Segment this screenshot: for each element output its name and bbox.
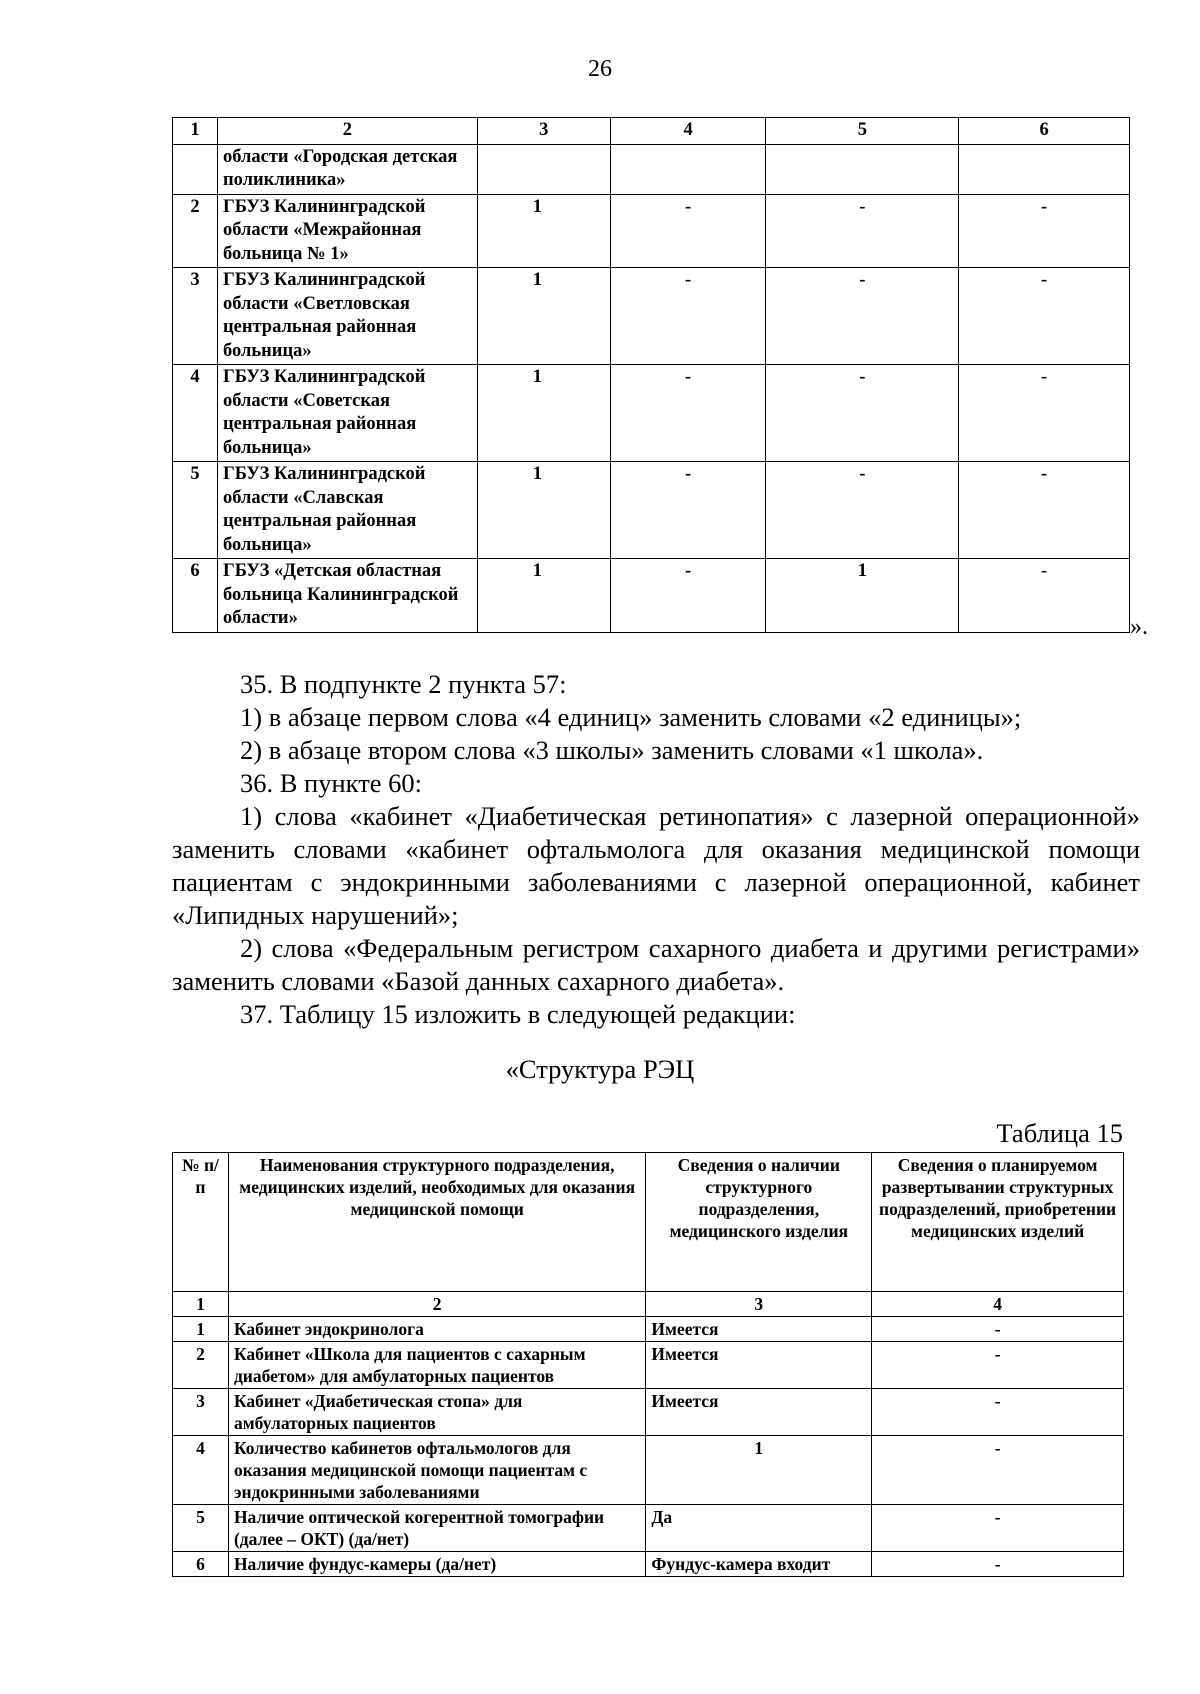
planned: - (872, 1342, 1124, 1389)
table-title: «Структура РЭЦ (505, 1054, 695, 1084)
numbering-cell: 1 (173, 1292, 229, 1317)
cell-value: - (766, 194, 959, 268)
planned: - (872, 1317, 1124, 1342)
header-cell: 2 (217, 118, 477, 145)
paragraph: 35. В подпункте 2 пункта 57: (240, 669, 567, 699)
paragraph: 2) в абзаце втором слова «3 школы» заменить словами «1 школа». (240, 735, 984, 765)
numbering-row (173, 1292, 1124, 1317)
table-row (173, 462, 1130, 559)
cell-value: 1 (477, 194, 610, 268)
row-number: 3 (173, 268, 218, 365)
availability: Да (646, 1505, 872, 1552)
facility-name: области «Городская детская поликлиника» (217, 144, 477, 194)
facility-name: ГБУЗ «Детская областная больница Калининградской области» (217, 559, 477, 633)
paragraph: 36. В пункте 60: (240, 768, 423, 798)
item-name: Наличие оптической когерентной томографии (далее – ОКТ) (да/нет) (228, 1505, 645, 1552)
table-label: Таблица 15 (996, 1118, 1123, 1148)
paragraph: 1) слова «кабинет «Диабетическая ретинопатия» с лазерной операционной» заменить словами «кабинет офтальмолога для оказания медицинской помощи пациентам с эндокринными заболеваниями с лазерной операционной, кабинет «Липидных нарушений»; (172, 801, 1140, 930)
availability: 1 (646, 1436, 872, 1505)
header-cell: Сведения о наличии структурного подразделения, медицинского изделия (646, 1153, 872, 1292)
numbering-cell: 3 (646, 1292, 872, 1317)
table-row (173, 268, 1130, 365)
table-row (173, 144, 1130, 194)
table-row (173, 1317, 1124, 1342)
cell-value: - (766, 365, 959, 462)
row-number: 6 (173, 1552, 229, 1577)
header-cell: № п/п (173, 1153, 229, 1292)
table-row (173, 1342, 1124, 1389)
header-cell: 4 (610, 118, 766, 145)
facility-name: ГБУЗ Калининградской области «Светловская центральная районная больница» (217, 268, 477, 365)
item-name: Кабинет «Диабетическая стопа» для амбулаторных пациентов (228, 1389, 645, 1436)
row-number: 3 (173, 1389, 229, 1436)
row-number: 4 (173, 365, 218, 462)
cell-value: - (610, 559, 766, 633)
facility-name: ГБУЗ Калининградской области «Советская центральная районная больница» (217, 365, 477, 462)
table-row (173, 1389, 1124, 1436)
table-header-row (173, 118, 1130, 145)
item-name: Наличие фундус-камеры (да/нет) (228, 1552, 645, 1577)
cell-value: - (766, 268, 959, 365)
cell-value (477, 144, 610, 194)
row-number: 2 (173, 1342, 229, 1389)
cell-value: - (959, 559, 1130, 633)
cell-value: - (610, 268, 766, 365)
paragraph: 1) в абзаце первом слова «4 единиц» заменить словами «2 единицы»; (240, 702, 1022, 732)
header-cell: 1 (173, 118, 218, 145)
cell-value: - (610, 194, 766, 268)
table-row (173, 365, 1130, 462)
availability: Имеется (646, 1342, 872, 1389)
cell-value: - (959, 194, 1130, 268)
cell-value: - (959, 365, 1130, 462)
paragraph: 2) слова «Федеральным регистром сахарного диабета и другими регистрами» заменить словами «Базой данных сахарного диабета». (172, 933, 1140, 996)
item-name: Кабинет «Школа для пациентов с сахарным диабетом» для амбулаторных пациентов (228, 1342, 645, 1389)
row-number: 2 (173, 194, 218, 268)
planned: - (872, 1505, 1124, 1552)
cell-value: - (766, 462, 959, 559)
availability: Имеется (646, 1389, 872, 1436)
table-row (173, 1505, 1124, 1552)
cell-value: 1 (477, 365, 610, 462)
planned: - (872, 1552, 1124, 1577)
availability: Фундус-камера входит (646, 1552, 872, 1577)
facility-name: ГБУЗ Калининградской области «Межрайонная больница № 1» (217, 194, 477, 268)
cell-value: 1 (766, 559, 959, 633)
item-name: Кабинет эндокринолога (228, 1317, 645, 1342)
page-number: 26 (588, 56, 612, 82)
numbering-cell: 2 (228, 1292, 645, 1317)
table-header-row (173, 1153, 1124, 1292)
header-cell: 6 (959, 118, 1130, 145)
table-row (173, 1436, 1124, 1505)
table-row (173, 559, 1130, 633)
row-number: 1 (173, 1317, 229, 1342)
header-cell: Наименования структурного подразделения, медицинских изделий, необходимых для оказания медицинской помощи (228, 1153, 645, 1292)
row-number: 4 (173, 1436, 229, 1505)
closing-quote: ». (1130, 614, 1148, 640)
header-cell: 3 (477, 118, 610, 145)
cell-value: 1 (477, 268, 610, 365)
numbering-cell: 4 (872, 1292, 1124, 1317)
row-number: 6 (173, 559, 218, 633)
facility-name: ГБУЗ Калининградской области «Славская центральная районная больница» (217, 462, 477, 559)
row-number (173, 144, 218, 194)
cell-value (766, 144, 959, 194)
planned: - (872, 1389, 1124, 1436)
table-row (173, 1552, 1124, 1577)
continuation-table (172, 117, 1130, 633)
row-number: 5 (173, 462, 218, 559)
cell-value (610, 144, 766, 194)
cell-value: - (610, 462, 766, 559)
header-cell: 5 (766, 118, 959, 145)
structure-table (172, 1152, 1124, 1577)
availability: Имеется (646, 1317, 872, 1342)
cell-value: - (610, 365, 766, 462)
table-row (173, 194, 1130, 268)
cell-value: 1 (477, 462, 610, 559)
planned: - (872, 1436, 1124, 1505)
header-cell: Сведения о планируемом развертывании структурных подразделений, приобретении медицинских изделий (872, 1153, 1124, 1292)
cell-value: 1 (477, 559, 610, 633)
row-number: 5 (173, 1505, 229, 1552)
cell-value: - (959, 462, 1130, 559)
cell-value (959, 144, 1130, 194)
paragraph: 37. Таблицу 15 изложить в следующей редакции: (240, 999, 796, 1029)
body-text (172, 668, 1140, 1031)
item-name: Количество кабинетов офтальмологов для оказания медицинской помощи пациентам с эндокринными заболеваниями (228, 1436, 645, 1505)
cell-value: - (959, 268, 1130, 365)
